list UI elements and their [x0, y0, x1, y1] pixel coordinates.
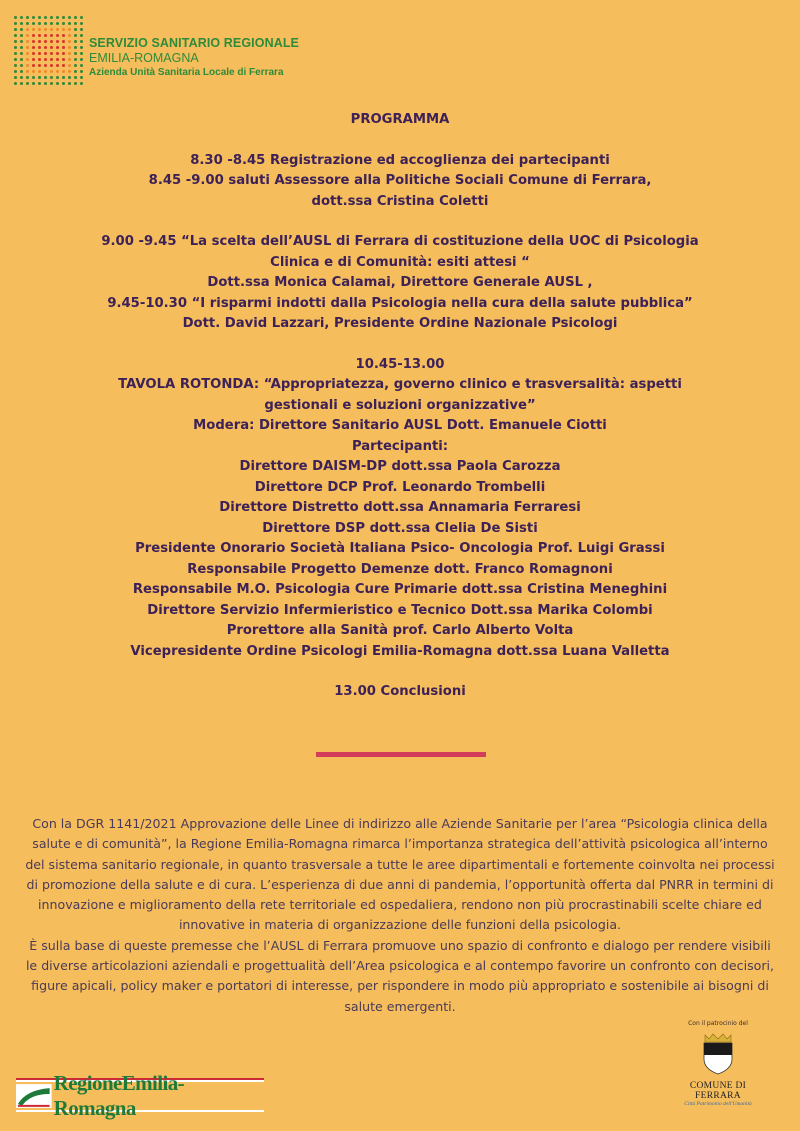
programme-line: Dott.ssa Monica Calamai, Direttore Generale AUSL , — [207, 275, 593, 290]
block-gap — [0, 662, 800, 682]
programme-line: Modera: Direttore Sanitario AUSL Dott. Emanuele Ciotti — [193, 418, 607, 433]
intro-paragraph-2: È sulla base di queste premesse che l’AUSL di Ferrara promuove uno spazio di confronto e dialogo per rendere visibili le diverse articolazioni aziendali e progettualità dell’Area psicologica e al contempo favorire un confronto con decisori, figure apicali, policy maker e portatori di interesse, per rispondere in modo più appropriato e sostenibile ai bisogni di salute emergenti. — [25, 937, 775, 1014]
ssr-dot-logo-icon — [14, 16, 85, 87]
programme-line: Presidente Onorario Società Italiana Psico- Oncologia Prof. Luigi Grassi — [135, 541, 665, 556]
programme-line: 8.30 -8.45 Registrazione ed accoglienza dei partecipanti — [190, 152, 610, 168]
org-name: SERVIZIO SANITARIO REGIONALE — [89, 36, 299, 50]
programme-section — [0, 110, 800, 703]
block-gap — [0, 212, 800, 232]
programme-line: TAVOLA ROTONDA: “Appropriatezza, governo clinico e trasversalità: aspetti — [118, 377, 682, 392]
org-region: EMILIA-ROMAGNA — [89, 51, 199, 65]
header-logo — [14, 16, 299, 87]
programme-line: Direttore DCP Prof. Leonardo Trombelli — [254, 479, 546, 495]
comune-di-ferrara-patronage — [668, 1020, 768, 1107]
programme-line: Responsabile Progetto Demenze dott. Franco Romagnoni — [187, 561, 613, 577]
block-gap — [0, 335, 800, 355]
programme-line: 9.45-10.30 “I risparmi indotti dalla Psicologia nella cura della salute pubblica” — [107, 295, 693, 311]
intro-paragraph-1: Con la DGR 1141/2021 Approvazione delle Linee di indirizzo alle Aziende Sanitarie per l’area “Psicologia clinica della salute e di comunità”, la Regione Emilia-Romagna rimarca l’importanza strategica dell’attività psicologica all’interno del sistema sanitario regionale, in quanto trasversale a tutte le aree dipartimentali e fortemente coinvolta nei processi di promozione della salute e di cura. L’esperienza di due anni di pandemia, l’opportunità offerta dal PNRR in termini di innovazione e miglioramento della rete territoriale ed ospedaliera, rendono non più procrastinabili scelte chiare ed innovative in materia di organizzazione delle funzioni della psicologia. — [25, 816, 775, 933]
programme-title: PROGRAMMA — [350, 112, 450, 127]
regione-emilia-romagna-logo — [16, 1071, 264, 1120]
programme-line: Prorettore alla Sanità prof. Carlo Alberto Volta — [226, 623, 574, 638]
programme-line: Direttore DSP dott.ssa Clelia De Sisti — [262, 520, 538, 536]
programme-line: Clinica e di Comunità: esiti attesi “ — [270, 254, 530, 270]
programme-line: 13.00 Conclusioni — [334, 684, 466, 699]
programme-line: Responsabile M.O. Psicologia Cure Primarie dott.ssa Cristina Meneghini — [132, 582, 668, 597]
programme-line: Direttore DAISM-DP dott.ssa Paola Carozza — [239, 459, 561, 474]
header-text — [89, 36, 299, 78]
org-agency: Azienda Unità Sanitaria Locale di Ferrara — [89, 67, 284, 78]
intro-text — [22, 814, 778, 1017]
patrocinio-label: Con il patrocinio del — [688, 1020, 748, 1027]
comune-name: COMUNE DI FERRARA — [689, 1081, 747, 1101]
programme-line: Partecipanti: — [351, 438, 449, 454]
programme-line: Direttore Servizio Infermieristico e Tecnico Dott.ssa Marika Colombi — [147, 602, 653, 618]
programme-line: Vicepresidente Ordine Psicologi Emilia-Romagna dott.ssa Luana Valletta — [130, 643, 670, 659]
programme-line: Dott. David Lazzari, Presidente Ordine Nazionale Psicologi — [182, 316, 618, 331]
ferrara-coat-of-arms-icon — [701, 1033, 735, 1075]
programme-line: 10.45-13.00 — [355, 356, 445, 372]
comune-subtitle: Città Patrimonio dell'Umanità — [684, 1101, 752, 1107]
programme-line: 9.00 -9.45 “La scelta dell’AUSL di Ferrara di costituzione della UOC di Psicologia — [101, 234, 699, 249]
programme-line: dott.ssa Cristina Coletti — [311, 193, 489, 209]
programme-line: Direttore Distretto dott.ssa Annamaria Ferraresi — [219, 500, 581, 515]
regione-flag-icon — [16, 1084, 52, 1108]
divider — [316, 752, 486, 757]
regione-logo-text: RegioneEmilia-Romagna — [53, 1071, 185, 1120]
programme-line: 8.45 -9.00 saluti Assessore alla Politiche Sociali Comune di Ferrara, — [148, 173, 652, 188]
programme-line: gestionali e soluzioni organizzative” — [264, 397, 536, 413]
